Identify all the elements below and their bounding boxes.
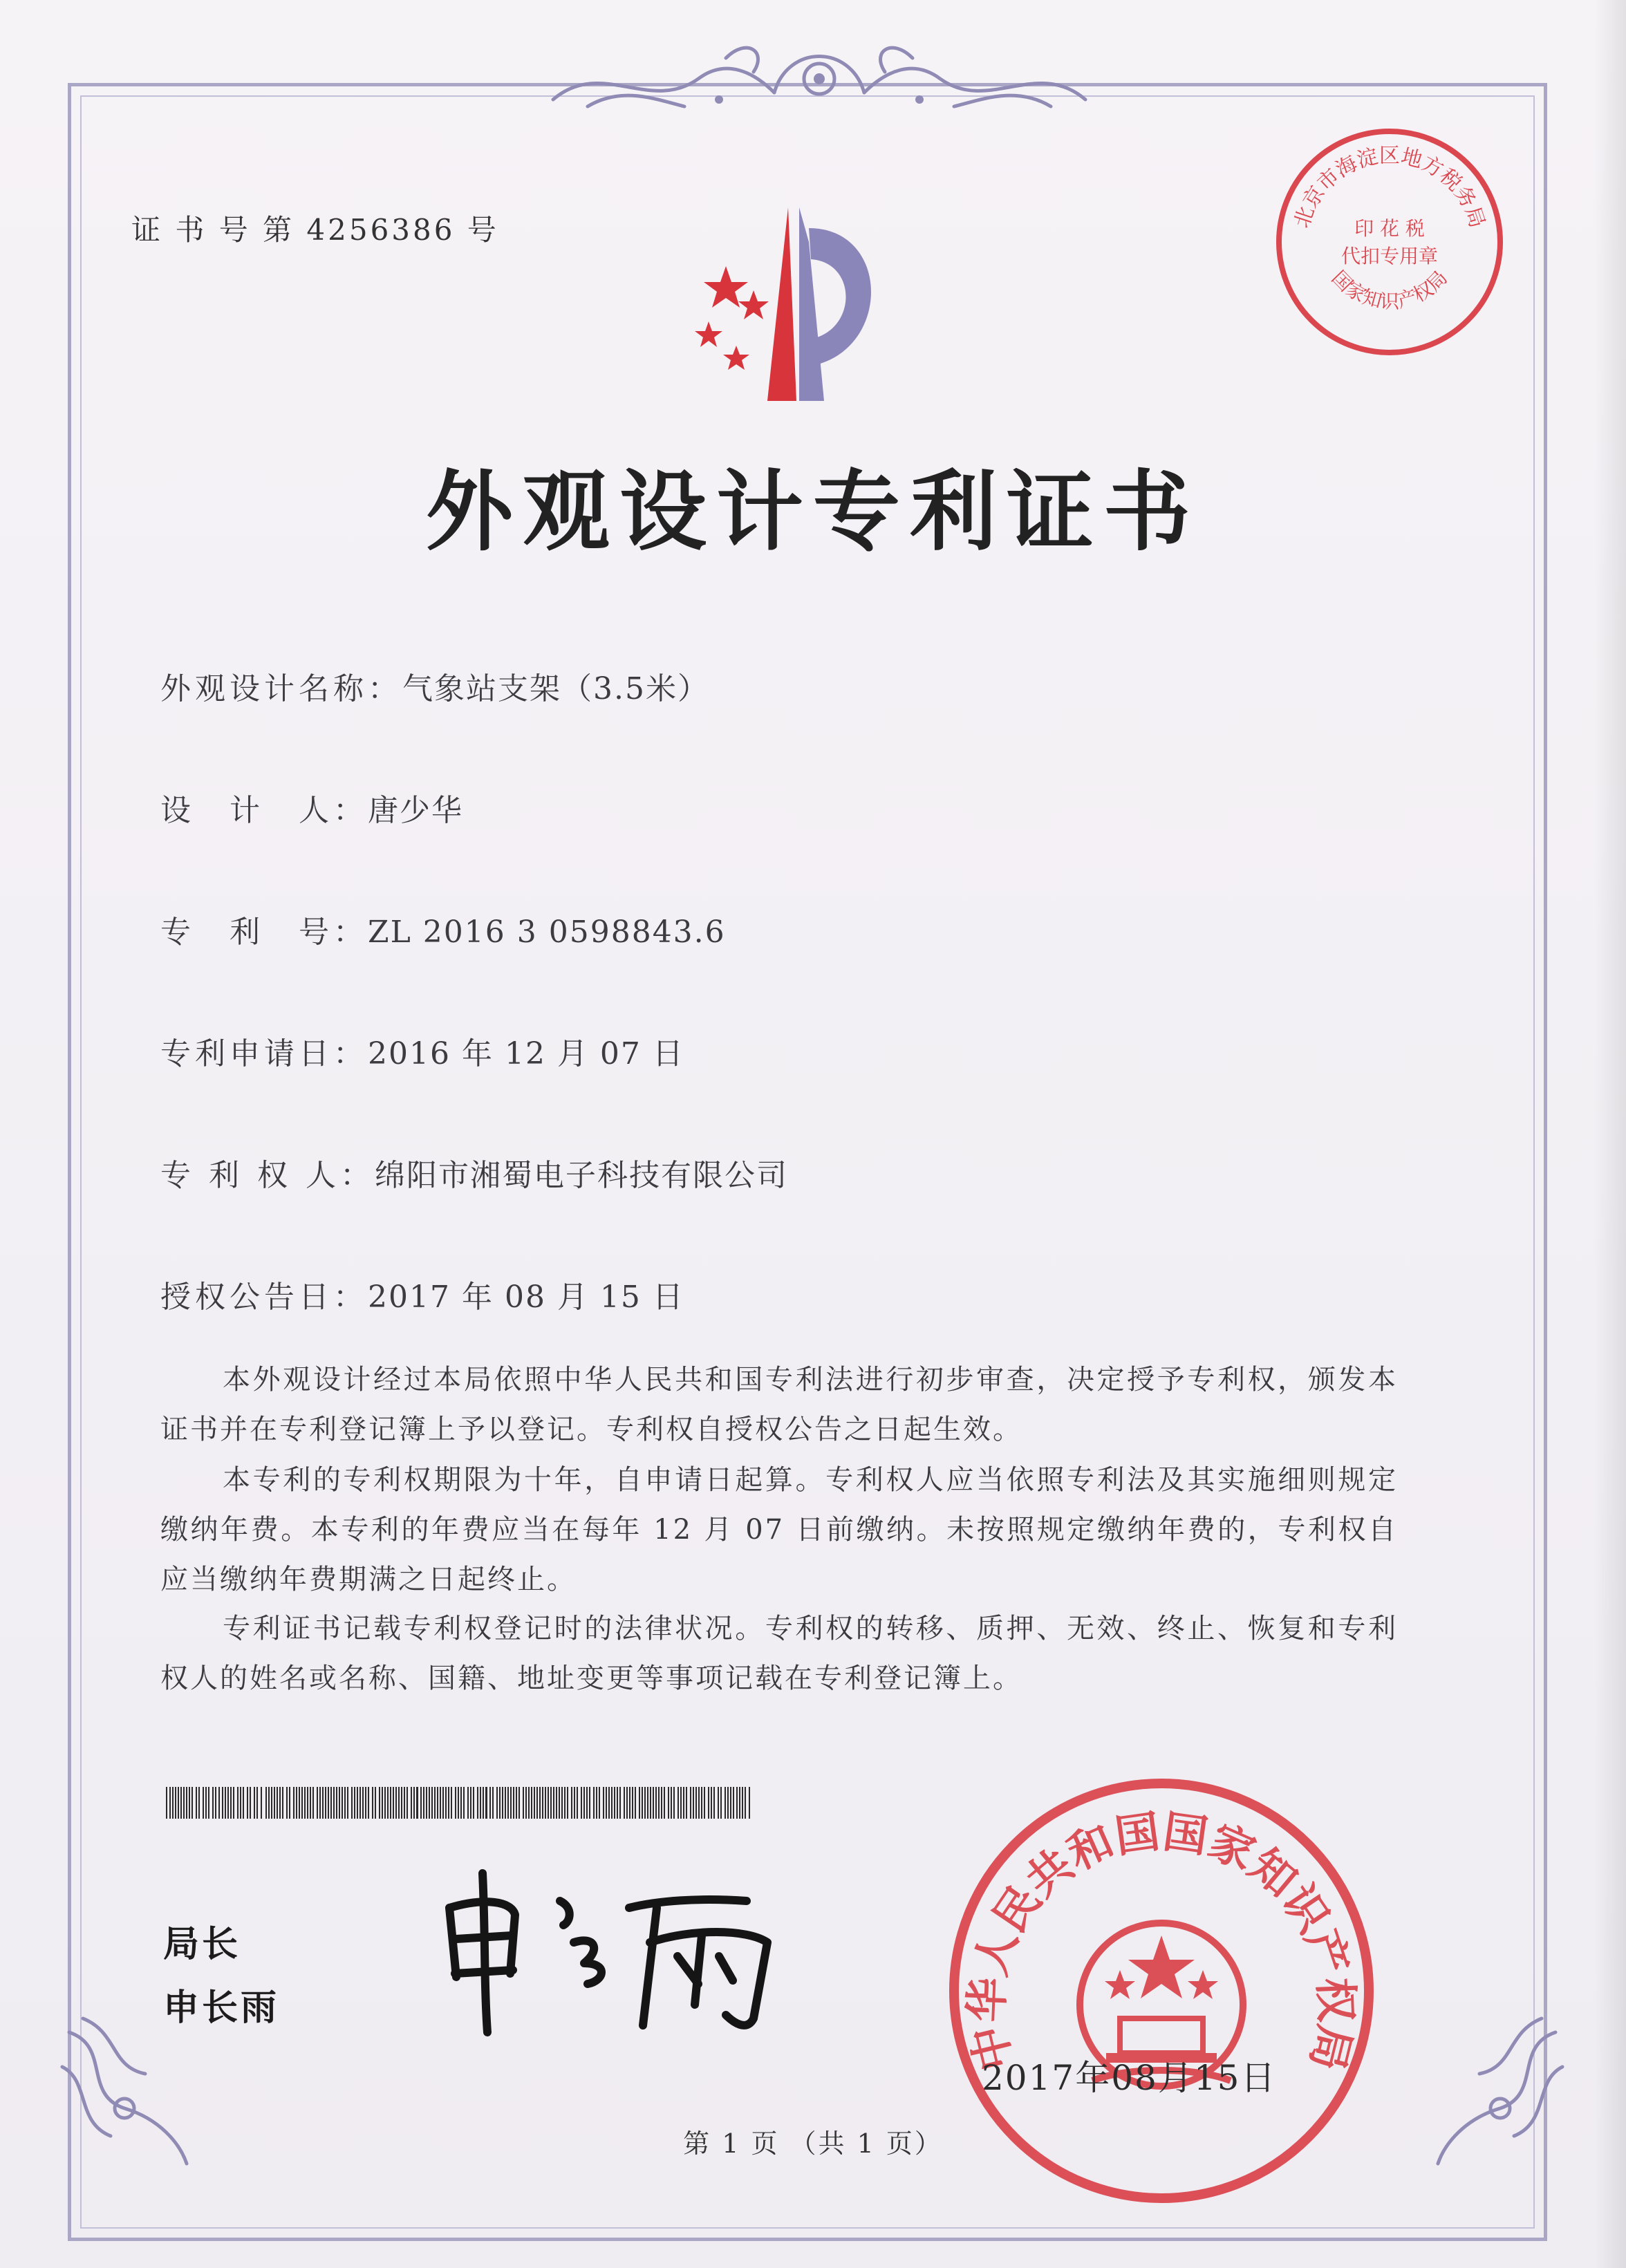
barcode-bar: [387, 1787, 389, 1819]
barcode-bar: [574, 1787, 575, 1819]
barcode-bar: [169, 1787, 171, 1819]
barcode-bar: [534, 1787, 535, 1819]
barcode-bar: [296, 1787, 297, 1819]
barcode-bar: [730, 1787, 731, 1819]
barcode-bar: [307, 1787, 308, 1819]
barcode-bar: [642, 1787, 643, 1819]
barcode-bar: [678, 1787, 679, 1819]
barcode-bar: [451, 1787, 452, 1819]
barcode-bar: [467, 1787, 469, 1819]
announcement-date-label: 授权公告日：: [160, 1280, 368, 1315]
barcode-bar: [680, 1787, 682, 1819]
barcode-bar: [718, 1787, 719, 1819]
barcode-bar: [644, 1787, 646, 1819]
barcode-bar: [581, 1787, 582, 1819]
barcode-bar: [175, 1787, 176, 1819]
svg-text:国家知识产权局: 国家知识产权局: [1327, 266, 1452, 313]
barcode-bar: [416, 1787, 418, 1819]
barcode-bar: [593, 1787, 595, 1819]
barcode-bar: [567, 1787, 568, 1819]
barcode-bar: [354, 1787, 355, 1819]
barcode-bar: [448, 1787, 449, 1819]
barcode-bar: [742, 1787, 743, 1819]
barcode-bar: [282, 1787, 283, 1819]
barcode-bar: [704, 1787, 705, 1819]
barcode-bar: [277, 1787, 278, 1819]
barcode-bar: [507, 1787, 509, 1819]
barcode-bar: [437, 1787, 438, 1819]
barcode-bar: [445, 1787, 447, 1819]
barcode-bar: [310, 1787, 311, 1819]
barcode-bar: [480, 1787, 481, 1819]
barcode-bar: [426, 1787, 427, 1819]
barcode-bar: [733, 1787, 734, 1819]
patent-office-emblem-icon: [671, 200, 926, 408]
barcode-bar: [489, 1787, 491, 1819]
barcode-bar: [596, 1787, 597, 1819]
barcode-bar: [325, 1787, 326, 1819]
barcode-bar: [208, 1787, 209, 1819]
barcode-bar: [256, 1787, 258, 1819]
barcode-bar: [653, 1787, 654, 1819]
barcode-bar: [205, 1787, 207, 1819]
design-name-label: 外观设计名称：: [160, 671, 402, 706]
barcode-bar: [720, 1787, 722, 1819]
barcode-bar: [342, 1787, 343, 1819]
barcode-bar: [617, 1787, 618, 1819]
barcode-bar: [212, 1787, 214, 1819]
filing-date-label: 专利申请日：: [160, 1036, 368, 1071]
barcode-bar: [240, 1787, 241, 1819]
barcode-bar: [650, 1787, 651, 1819]
barcode-bar: [317, 1787, 318, 1819]
barcode-bar: [186, 1787, 187, 1819]
barcode-bar: [191, 1787, 193, 1819]
barcode-bar: [749, 1787, 750, 1819]
barcode-bar: [736, 1787, 738, 1819]
barcode-bar: [624, 1787, 625, 1819]
barcode-bar: [668, 1787, 669, 1819]
top-ornament-icon: [546, 30, 1092, 127]
barcode-bar: [166, 1787, 167, 1819]
barcode-bar: [611, 1787, 613, 1819]
barcode-bar: [496, 1787, 498, 1819]
barcode-bar: [477, 1787, 478, 1819]
barcode-bar: [225, 1787, 226, 1819]
grant-date: 2017年08月15日: [982, 2058, 1277, 2098]
barcode-bar: [502, 1787, 503, 1819]
patentee-value: 绵阳市湘蜀电子科技有限公司: [374, 1158, 788, 1193]
barcode-bar: [398, 1787, 400, 1819]
barcode-bar: [330, 1787, 332, 1819]
barcode-bar: [673, 1787, 675, 1819]
barcode-bar: [531, 1787, 532, 1819]
barcode-bar: [635, 1787, 636, 1819]
barcode-bar: [614, 1787, 615, 1819]
barcode-bar: [359, 1787, 361, 1819]
svg-text:中华人民共和国国家知识产权局: 中华人民共和国国家知识产权局: [961, 1806, 1362, 2076]
patent-number-label: 专 利 号：: [160, 915, 368, 950]
barcode-bar: [265, 1787, 267, 1819]
barcode-bar: [351, 1787, 353, 1819]
paragraph-term: 本专利的专利权期限为十年，自申请日起算。专利权人应当依照专利法及其实施细则规定缴纳年费。本专利的年费应当在每年 12 月 07 日前缴纳。未按照规定缴纳年费的，专利权自应当缴纳年费期满之日起终止。: [160, 1464, 1398, 1595]
barcode-bar: [312, 1787, 314, 1819]
barcode-bar: [183, 1787, 185, 1819]
barcode-bar: [274, 1787, 275, 1819]
barcode-bar: [289, 1787, 290, 1819]
barcode-bar: [658, 1787, 660, 1819]
patentee-row: [160, 1150, 788, 1194]
barcode-bar: [693, 1787, 694, 1819]
barcode-bar: [434, 1787, 436, 1819]
barcode-bar: [279, 1787, 281, 1819]
barcode-bar: [368, 1787, 369, 1819]
barcode-bar: [545, 1787, 546, 1819]
svg-text:代扣专用章: 代扣专用章: [1340, 245, 1439, 268]
barcode-bar: [518, 1787, 520, 1819]
paragraph-grant: 本外观设计经过本局依照中华人民共和国专利法进行初步审查，决定授予专利权，颁发本证书并在专利登记簿上予以登记。专利权自授权公告之日起生效。: [160, 1364, 1398, 1445]
barcode-bar: [411, 1787, 412, 1819]
design-name-value: 气象站支架（3.5米）: [402, 671, 709, 706]
barcode-bar: [178, 1787, 179, 1819]
barcode-bar: [339, 1787, 340, 1819]
barcode-bar: [589, 1787, 590, 1819]
barcode-bar: [647, 1787, 648, 1819]
patent-number-row: [160, 907, 726, 951]
paragraph-legal-status: 专利证书记载专利权登记时的法律状况。专利权的转移、质押、无效、终止、恢复和专利权人的姓名或名称、国籍、地址变更等事项记载在专利登记簿上。: [160, 1613, 1398, 1694]
barcode-bar: [382, 1787, 383, 1819]
certificate-number: 证 书 号 第 4256386 号: [131, 213, 499, 247]
barcode-bar: [301, 1787, 303, 1819]
barcode-bar: [550, 1787, 552, 1819]
barcode-bar: [711, 1787, 712, 1819]
barcode-bar: [299, 1787, 300, 1819]
director-name: 申长雨: [163, 1987, 280, 2029]
barcode-bar: [344, 1787, 346, 1819]
barcode-bar: [725, 1787, 726, 1819]
barcode-bar: [571, 1787, 572, 1819]
barcode-bar: [304, 1787, 306, 1819]
designer-label: 设 计 人：: [160, 793, 368, 828]
design-name-row: [160, 664, 709, 708]
barcode-bar: [442, 1787, 444, 1819]
barcode-bar: [286, 1787, 288, 1819]
barcode-bar: [690, 1787, 691, 1819]
barcode-bar: [189, 1787, 190, 1819]
barcode-bar: [553, 1787, 554, 1819]
barcode-bar: [393, 1787, 394, 1819]
barcode-bar: [379, 1787, 380, 1819]
barcode-bar: [215, 1787, 216, 1819]
barcode-bar: [404, 1787, 405, 1819]
barcode-bar: [483, 1787, 484, 1819]
barcode-bar: [510, 1787, 512, 1819]
barcode-bar: [701, 1787, 702, 1819]
barcode-bar: [222, 1787, 223, 1819]
barcode-bar: [458, 1787, 459, 1819]
barcode-bar: [698, 1787, 700, 1819]
barcode-bar: [539, 1787, 541, 1819]
patentee-label: 专 利 权 人：: [160, 1158, 375, 1193]
filing-date-row: [160, 1029, 684, 1073]
barcode-bar: [492, 1787, 494, 1819]
barcode-bar: [328, 1787, 329, 1819]
barcode-bar: [606, 1787, 607, 1819]
barcode-bar: [583, 1787, 585, 1819]
certificate-title: 外观设计专利证书: [426, 461, 1200, 563]
barcode-bar: [708, 1787, 709, 1819]
barcode-bar: [525, 1787, 527, 1819]
barcode-bar: [375, 1787, 376, 1819]
barcode-bar: [423, 1787, 424, 1819]
barcode-bar: [218, 1787, 220, 1819]
barcode-bar: [632, 1787, 633, 1819]
barcode-bar: [336, 1787, 337, 1819]
barcode-bar: [485, 1787, 487, 1819]
barcode-bar: [440, 1787, 441, 1819]
barcode-bar: [431, 1787, 433, 1819]
designer-row: [160, 785, 463, 830]
barcode-bar: [727, 1787, 729, 1819]
barcode-bar: [548, 1787, 549, 1819]
filing-date-value: 2016 年 12 月 07 日: [368, 1036, 684, 1071]
barcode-bar: [542, 1787, 543, 1819]
barcode-bar: [268, 1787, 270, 1819]
barcode-bar: [695, 1787, 697, 1819]
barcode-icon: [166, 1787, 754, 1819]
barcode-bar: [429, 1787, 430, 1819]
barcode-bar: [599, 1787, 600, 1819]
handwritten-signature: [429, 1859, 802, 2039]
barcode-bar: [470, 1787, 471, 1819]
barcode-bar: [473, 1787, 474, 1819]
barcode-bar: [172, 1787, 174, 1819]
barcode-bar: [639, 1787, 640, 1819]
barcode-bar: [516, 1787, 517, 1819]
barcode-bar: [406, 1787, 408, 1819]
barcode-bar: [564, 1787, 566, 1819]
barcode-bar: [261, 1787, 262, 1819]
barcode-bar: [233, 1787, 234, 1819]
announcement-date-row: [160, 1272, 684, 1316]
barcode-bar: [247, 1787, 248, 1819]
barcode-bar: [626, 1787, 628, 1819]
barcode-bar: [362, 1787, 364, 1819]
announcement-date-value: 2017 年 08 月 15 日: [368, 1280, 684, 1315]
barcode-bar: [499, 1787, 501, 1819]
barcode-bar: [664, 1787, 665, 1819]
tax-stamp-icon: [1265, 118, 1514, 366]
barcode-bar: [319, 1787, 321, 1819]
barcode-bar: [586, 1787, 588, 1819]
barcode-bar: [463, 1787, 465, 1819]
barcode-bar: [322, 1787, 324, 1819]
barcode-bar: [293, 1787, 295, 1819]
barcode-bar: [528, 1787, 530, 1819]
barcode-bar: [629, 1787, 630, 1819]
barcode-bar: [536, 1787, 538, 1819]
barcode-bar: [460, 1787, 462, 1819]
svg-text:北京市海淀区地方税务局: 北京市海淀区地方税务局: [1289, 144, 1490, 232]
barcode-bar: [671, 1787, 672, 1819]
svg-text:印 花 税: 印 花 税: [1354, 217, 1425, 240]
barcode-bar: [683, 1787, 684, 1819]
barcode-bar: [608, 1787, 610, 1819]
barcode-bar: [180, 1787, 182, 1819]
barcode-bar: [619, 1787, 621, 1819]
barcode-bar: [250, 1787, 251, 1819]
barcode-bar: [686, 1787, 687, 1819]
barcode-bar: [559, 1787, 560, 1819]
page-number: 第 1 页 （共 1 页）: [683, 2128, 943, 2159]
barcode-bar: [196, 1787, 197, 1819]
patent-number-value: ZL 2016 3 0598843.6: [368, 915, 726, 950]
barcode-bar: [420, 1787, 422, 1819]
barcode-bar: [505, 1787, 506, 1819]
barcode-bar: [198, 1787, 200, 1819]
barcode-bar: [455, 1787, 456, 1819]
page-edge-shadow: [1594, 0, 1626, 2268]
barcode-bar: [365, 1787, 366, 1819]
barcode-bar: [661, 1787, 662, 1819]
director-title: 局长: [163, 1924, 241, 1965]
barcode-bar: [254, 1787, 255, 1819]
barcode-bar: [347, 1787, 348, 1819]
barcode-bar: [561, 1787, 563, 1819]
barcode-bar: [271, 1787, 272, 1819]
barcode-bar: [513, 1787, 514, 1819]
designer-value: 唐少华: [368, 793, 463, 828]
barcode-bar: [203, 1787, 204, 1819]
barcode-bar: [401, 1787, 402, 1819]
barcode-bar: [384, 1787, 386, 1819]
barcode-bar: [655, 1787, 657, 1819]
barcode-bar: [372, 1787, 373, 1819]
barcode-bar: [333, 1787, 335, 1819]
barcode-bar: [577, 1787, 578, 1819]
barcode-bar: [739, 1787, 740, 1819]
barcode-bar: [556, 1787, 557, 1819]
barcode-bar: [713, 1787, 715, 1819]
barcode-bar: [237, 1787, 239, 1819]
barcode-bar: [413, 1787, 415, 1819]
barcode-bar: [243, 1787, 244, 1819]
barcode-bar: [227, 1787, 229, 1819]
barcode-bar: [390, 1787, 391, 1819]
barcode-bar: [523, 1787, 524, 1819]
barcode-bar: [357, 1787, 358, 1819]
barcode-bar: [395, 1787, 397, 1819]
barcode-bar: [745, 1787, 746, 1819]
barcode-bar: [603, 1787, 604, 1819]
barcode-bar: [230, 1787, 232, 1819]
